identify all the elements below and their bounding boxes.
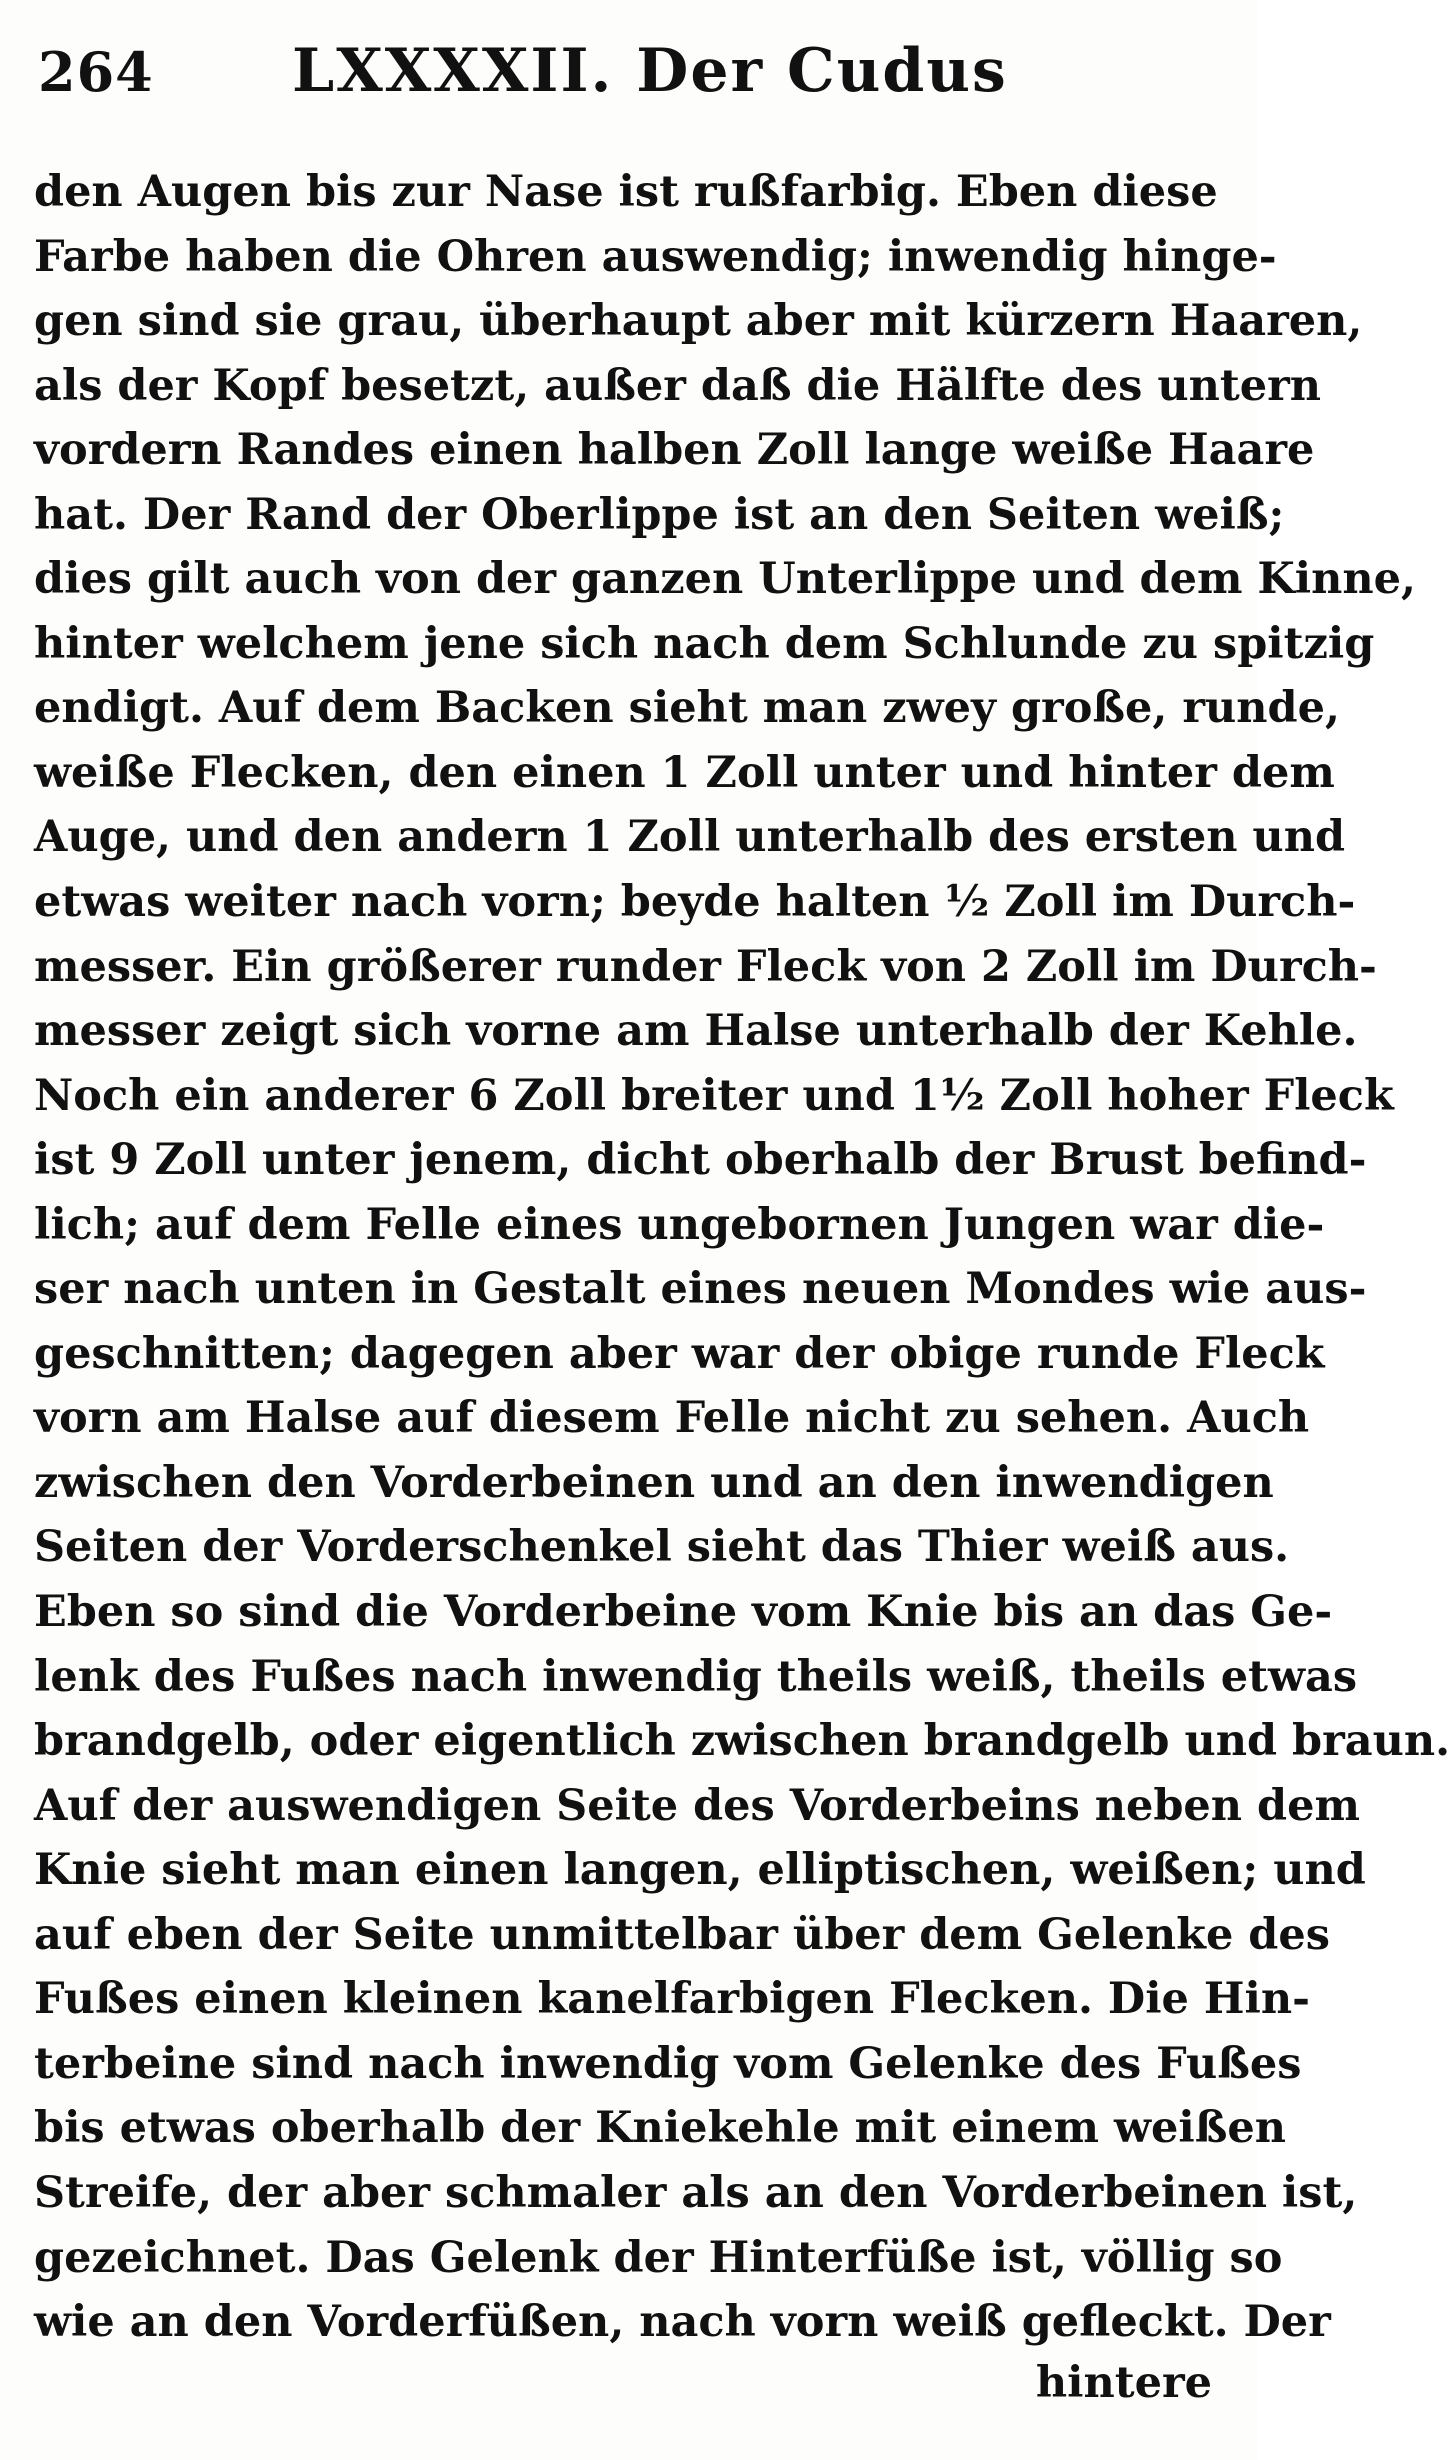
- text-line: Auge, und den andern 1 Zoll unterhalb des ersten und: [34, 812, 1346, 863]
- text-line: Eben so sind die Vorderbeine vom Knie bis an das Ge-: [34, 1587, 1333, 1638]
- text-line: terbeine sind nach inwendig vom Gelenke des Fußes: [34, 2038, 1302, 2089]
- text-line: dies gilt auch von der ganzen Unterlippe und dem Kinne,: [34, 554, 1416, 605]
- catchword: hintere: [1035, 2358, 1212, 2408]
- page-number: 264: [38, 40, 154, 104]
- text-line: lenk des Fußes nach inwendig theils weiß, theils etwas: [34, 1651, 1358, 1702]
- text-line: ser nach unten in Gestalt eines neuen Mondes wie aus-: [34, 1264, 1367, 1315]
- page-header: [38, 30, 1218, 120]
- text-line: vorn am Halse auf diesem Felle nicht zu sehen. Auch: [34, 1393, 1310, 1444]
- text-line: lich; auf dem Felle eines ungebornen Jungen war die-: [34, 1199, 1325, 1250]
- text-line: weiße Flecken, den einen 1 Zoll unter und hinter dem: [34, 747, 1335, 798]
- text-line: gezeichnet. Das Gelenk der Hinterfüße ist, völlig so: [34, 2232, 1283, 2283]
- text-line: Fußes einen kleinen kanelfarbigen Flecken. Die Hin-: [34, 1974, 1310, 2025]
- text-line: als der Kopf besetzt, außer daß die Hälfte des untern: [34, 360, 1321, 411]
- text-line: etwas weiter nach vorn; beyde halten ½ Zoll im Durch-: [34, 877, 1356, 928]
- text-line: endigt. Auf dem Backen sieht man zwey große, runde,: [34, 683, 1340, 734]
- text-line: wie an den Vorderfüßen, nach vorn weiß gefleckt. Der: [34, 2297, 1331, 2348]
- text-line: Knie sieht man einen langen, elliptischen, weißen; und: [34, 1845, 1366, 1896]
- text-line: auf eben der Seite unmittelbar über dem Gelenke des: [34, 1909, 1330, 1960]
- text-line: zwischen den Vorderbeinen und an den inwendigen: [34, 1457, 1274, 1508]
- text-line: geschnitten; dagegen aber war der obige runde Fleck: [34, 1328, 1325, 1379]
- text-line: vordern Randes einen halben Zoll lange weiße Haare: [34, 425, 1315, 476]
- text-line: den Augen bis zur Nase ist rußfarbig. Eben diese: [34, 167, 1218, 217]
- text-line: Streife, der aber schmaler als an den Vorderbeinen ist,: [34, 2167, 1358, 2218]
- text-line: hinter welchem jene sich nach dem Schlunde zu spitzig: [34, 618, 1375, 669]
- text-line: Farbe haben die Ohren auswendig; inwendig hinge-: [34, 231, 1277, 282]
- text-line: ist 9 Zoll unter jenem, dicht oberhalb der Brust befind-: [34, 1135, 1367, 1186]
- text-line: brandgelb, oder eigentlich zwischen brandgelb und braun.: [34, 1716, 1450, 1767]
- text-line: hat. Der Rand der Oberlippe ist an den Seiten weiß;: [34, 489, 1285, 540]
- text-line: bis etwas oberhalb der Kniekehle mit einem weißen: [34, 2103, 1287, 2154]
- body-text: [34, 160, 1450, 2355]
- text-line: Auf der auswendigen Seite des Vorderbeins neben dem: [34, 1780, 1360, 1831]
- running-head: LXXXXII. Der Cudus: [292, 36, 1008, 106]
- text-line: Noch ein anderer 6 Zoll breiter und 1½ Zoll hoher Fleck: [34, 1070, 1394, 1121]
- text-line: messer. Ein größerer runder Fleck von 2 Zoll im Durch-: [34, 941, 1377, 992]
- text-line: messer zeigt sich vorne am Halse unterhalb der Kehle.: [34, 1006, 1358, 1057]
- text-line: gen sind sie grau, überhaupt aber mit kürzern Haaren,: [34, 296, 1363, 347]
- text-line: Seiten der Vorderschenkel sieht das Thier weiß aus.: [34, 1522, 1290, 1573]
